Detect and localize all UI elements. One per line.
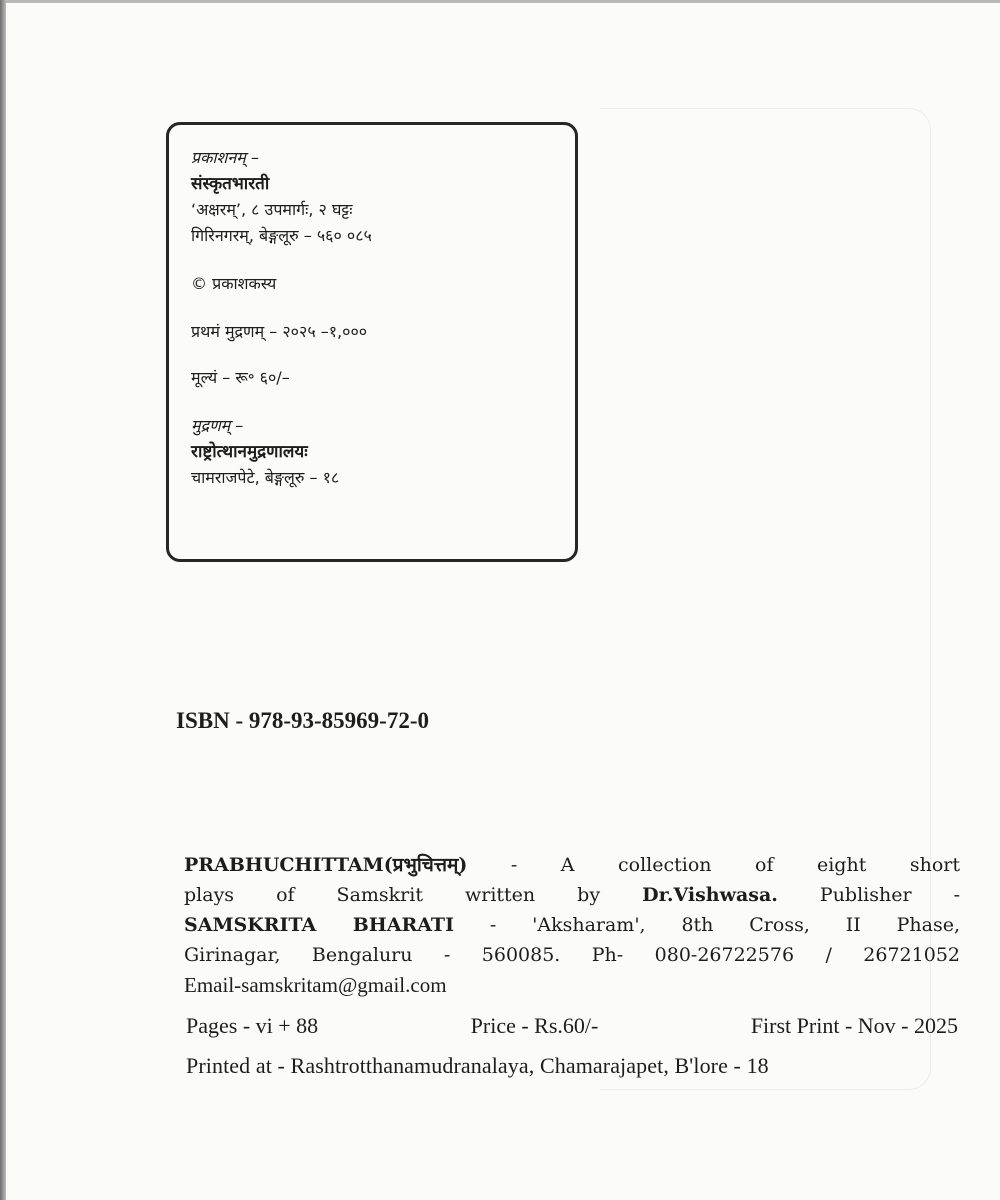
colophon-line-2 [184, 880, 960, 910]
printer-name: राष्ट्रोत्थानमुद्रणालयः [191, 442, 308, 462]
book-description-2: plays of Samskrit written by [184, 884, 643, 906]
copyright-line: © प्रकाशकस्य [191, 274, 277, 293]
publisher-email: Email-samskritam@gmail.com [184, 973, 447, 997]
book-description-1: - A collection of eight short [467, 854, 960, 876]
book-title: PRABHUCHITTAM(प्रभुचित्तम्) [184, 854, 468, 876]
page-top-edge [0, 0, 1000, 3]
printer-address: चामराजपेटे, बेङ्गलूरु – १८ [191, 468, 340, 487]
colophon-line-1 [184, 850, 960, 880]
first-print-line: प्रथमं मुद्रणम् – २०२५ –१,००० [191, 322, 368, 341]
printed-at-line: Printed at - Rashtrotthanamudranalaya, Chamarajapet, B'lore - 18 [186, 1053, 769, 1078]
book-facts [186, 1013, 958, 1079]
publisher-address-line2: गिरिनगरम्, बेङ्गलूरु – ५६० ०८५ [191, 226, 372, 245]
english-colophon [184, 850, 960, 1000]
isbn-line: ISBN - 978-93-85969-72-0 [176, 708, 429, 733]
publisher-address-en-2: Girinagar, Bengaluru - 560085. Ph- 080-26722576 / 26721052 [184, 944, 960, 966]
first-print-date: First Print - Nov - 2025 [750, 1013, 958, 1038]
facts-row [186, 1013, 958, 1039]
colophon-line-3 [184, 910, 960, 940]
publisher-name-en: SAMSKRITA BHARATI [184, 914, 454, 936]
book-description-3: Publisher - [777, 884, 960, 906]
price-en: Price - Rs.60/- [470, 1013, 599, 1038]
imprint-box [166, 122, 578, 562]
price-line: मूल्यं – रू॰ ६०/– [191, 368, 290, 387]
printer-label: मुद्रणम् – [191, 416, 244, 435]
publisher-label: प्रकाशनम् – [191, 148, 259, 167]
author-name: Dr.Vishwasa. [642, 884, 778, 906]
page-left-edge-shadow [0, 0, 6, 1200]
pages-count: Pages - vi + 88 [186, 1013, 319, 1038]
publisher-name: संस्कृतभारती [191, 174, 270, 194]
publisher-address-en-1: - 'Aksharam', 8th Cross, II Phase, [453, 914, 960, 936]
publisher-address-line1: ‘अक्षरम्’, ८ उपमार्गः, २ घट्टः [191, 200, 353, 219]
